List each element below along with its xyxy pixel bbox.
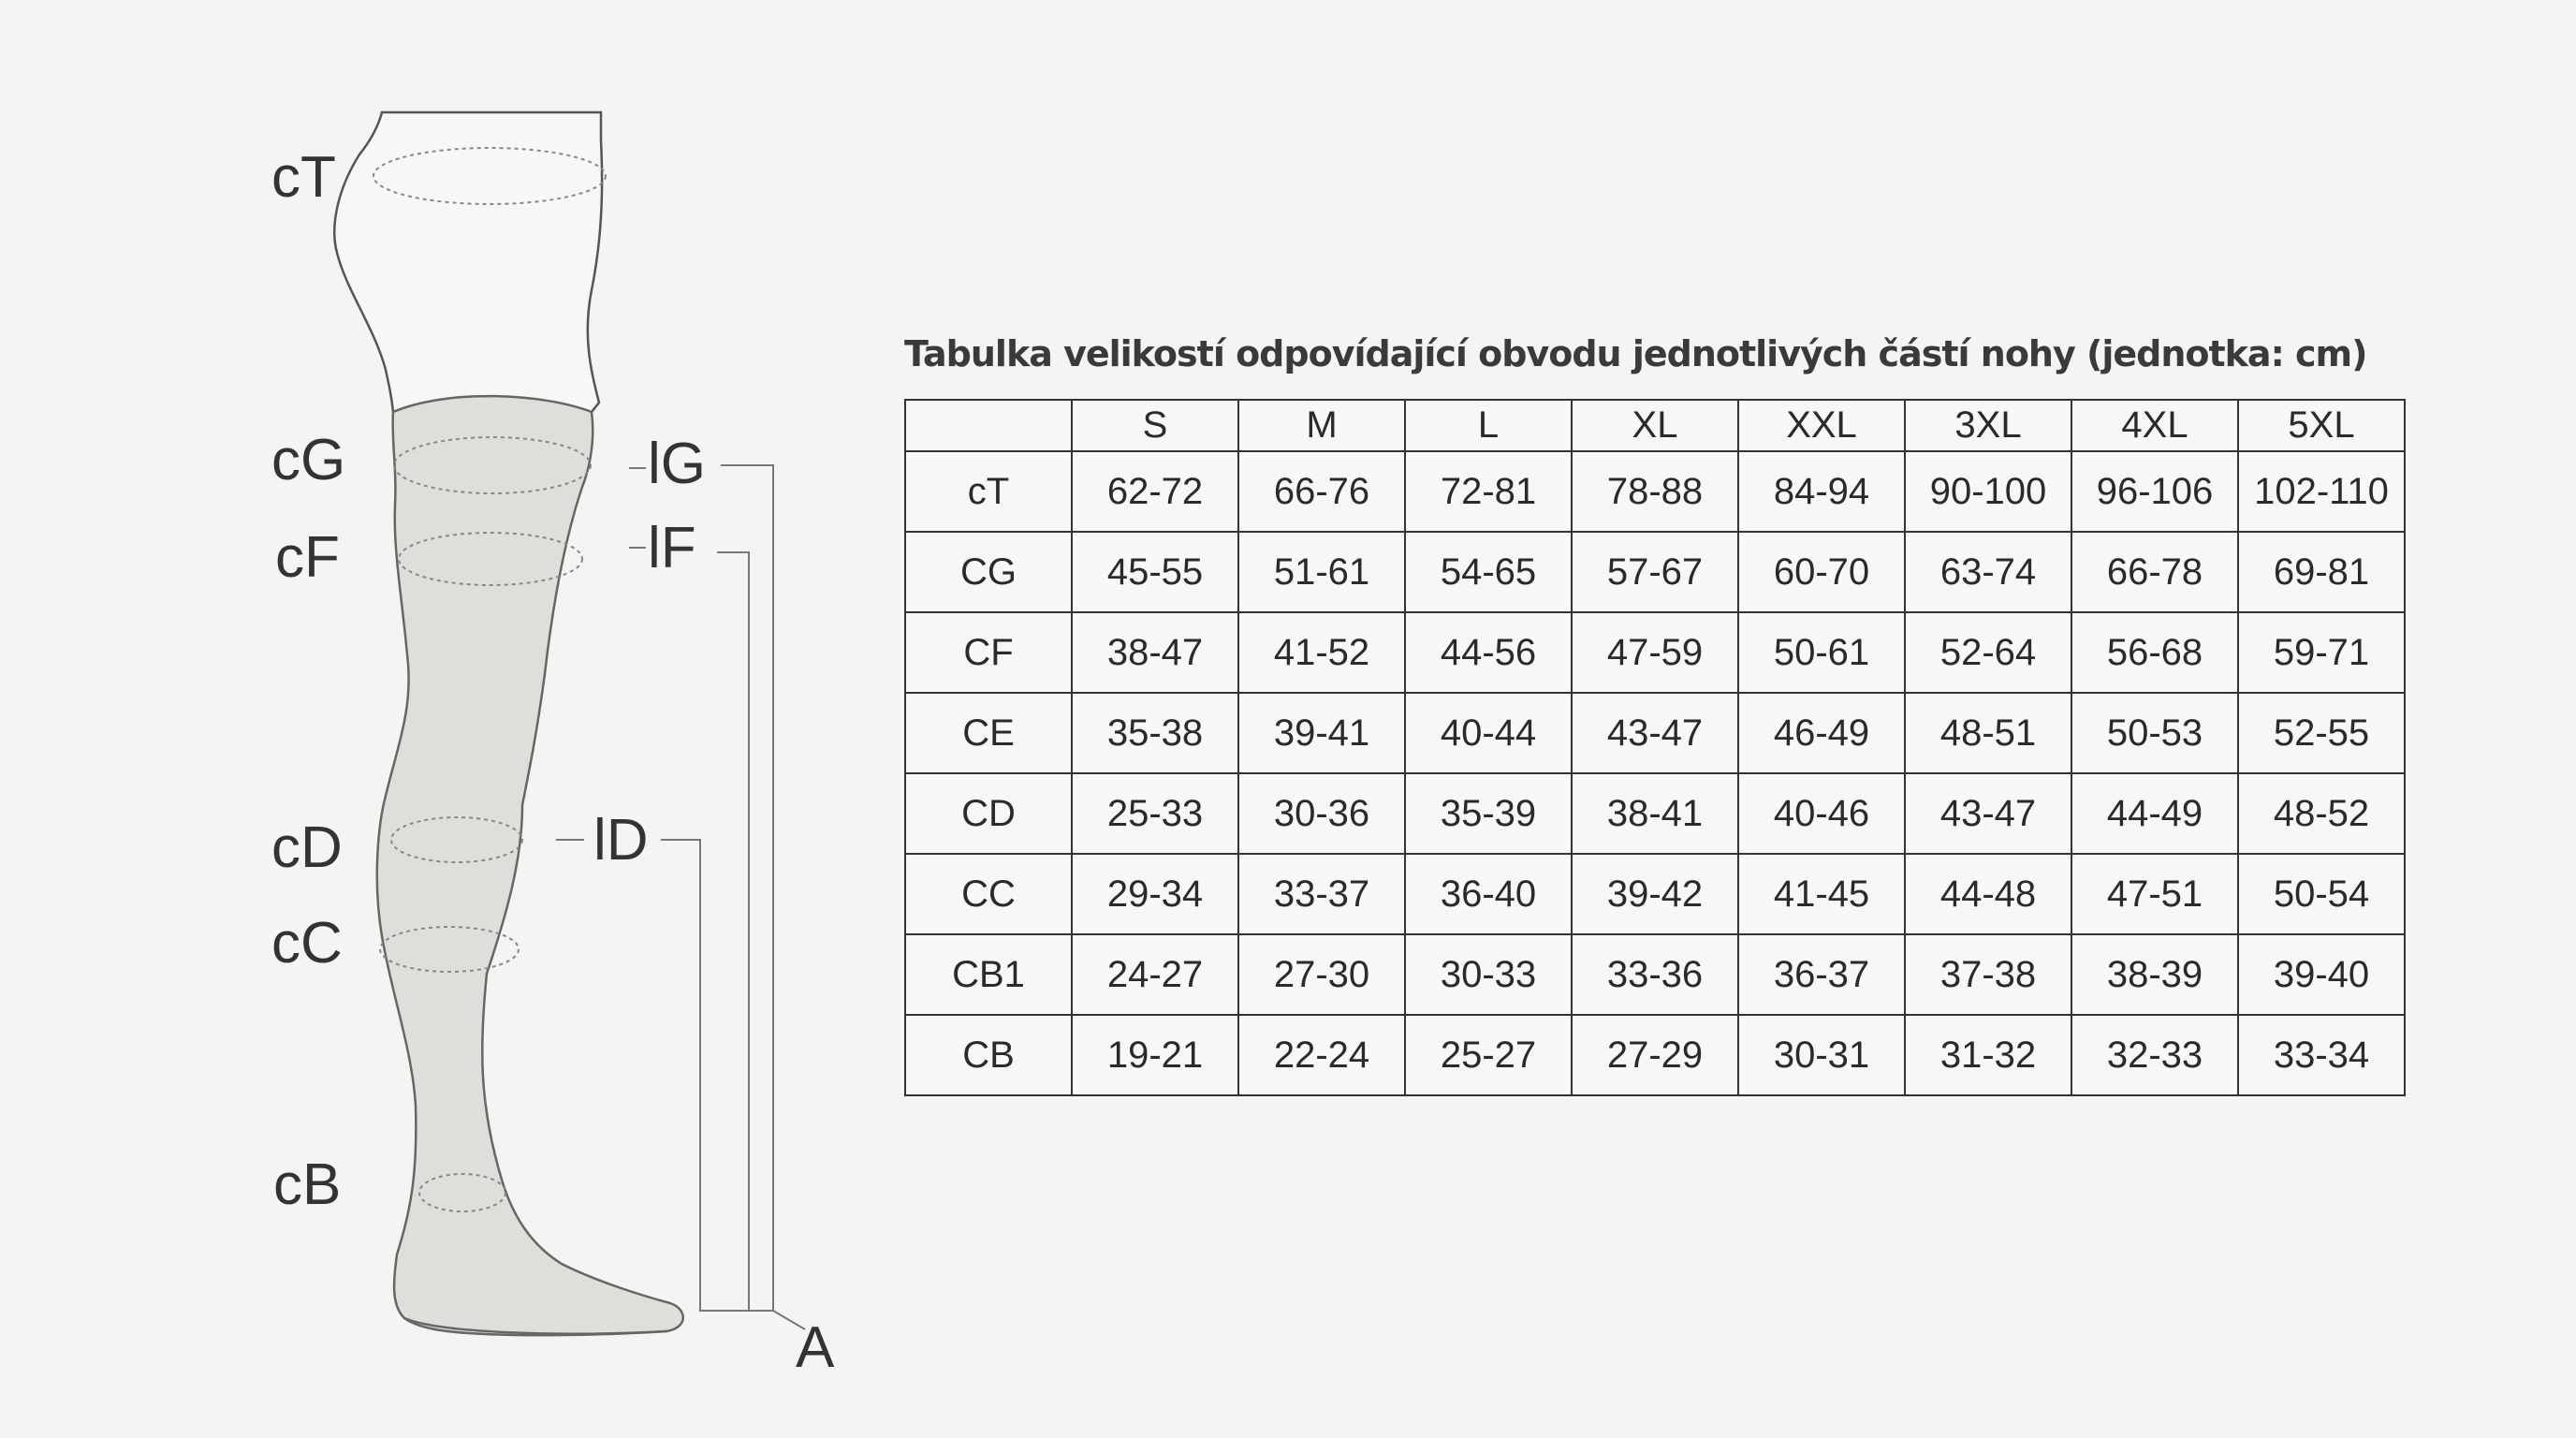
table-row xyxy=(905,854,2405,934)
label-cf: cF xyxy=(275,525,340,590)
size-range-cell: 41-45 xyxy=(1738,854,1905,934)
size-range-cell: 39-42 xyxy=(1572,854,1738,934)
label-lg: lG xyxy=(648,432,706,496)
header-size-cell: XL xyxy=(1572,400,1738,451)
size-range-cell: 90-100 xyxy=(1905,451,2071,532)
size-range-cell: 33-36 xyxy=(1572,934,1738,1015)
size-range-cell: 47-59 xyxy=(1572,612,1738,693)
label-ct: cT xyxy=(271,145,336,210)
label-a: A xyxy=(796,1315,835,1380)
size-range-cell: 38-41 xyxy=(1572,773,1738,854)
label-cg: cG xyxy=(271,428,346,492)
leg-diagram xyxy=(0,0,936,1438)
table-title: Tabulka velikostí odpovídající obvodu jednotlivých částí nohy (jednotka: cm) xyxy=(904,333,2367,374)
size-range-cell: 29-34 xyxy=(1072,854,1238,934)
size-range-cell: 44-48 xyxy=(1905,854,2071,934)
label-lf: lF xyxy=(648,516,696,580)
size-range-cell: 44-49 xyxy=(2071,773,2238,854)
size-range-cell: 48-52 xyxy=(2238,773,2405,854)
table-row xyxy=(905,1015,2405,1095)
size-range-cell: 46-49 xyxy=(1738,693,1905,773)
size-range-cell: 62-72 xyxy=(1072,451,1238,532)
size-range-cell: 40-46 xyxy=(1738,773,1905,854)
size-range-cell: 66-78 xyxy=(2071,532,2238,612)
header-size-cell: 5XL xyxy=(2238,400,2405,451)
label-cd: cD xyxy=(271,815,343,880)
row-label-cell: cT xyxy=(905,451,1072,532)
row-label-cell: CE xyxy=(905,693,1072,773)
size-range-cell: 19-21 xyxy=(1072,1015,1238,1095)
size-range-cell: 54-65 xyxy=(1405,532,1572,612)
size-range-cell: 45-55 xyxy=(1072,532,1238,612)
size-table xyxy=(904,399,2406,1096)
row-label-cell: CD xyxy=(905,773,1072,854)
header-size-cell: 3XL xyxy=(1905,400,2071,451)
header-size-cell: S xyxy=(1072,400,1238,451)
size-range-cell: 22-24 xyxy=(1238,1015,1405,1095)
size-range-cell: 102-110 xyxy=(2238,451,2405,532)
size-range-cell: 48-51 xyxy=(1905,693,2071,773)
size-range-cell: 44-56 xyxy=(1405,612,1572,693)
size-range-cell: 50-61 xyxy=(1738,612,1905,693)
size-range-cell: 50-53 xyxy=(2071,693,2238,773)
size-range-cell: 36-40 xyxy=(1405,854,1572,934)
size-range-cell: 43-47 xyxy=(1905,773,2071,854)
header-size-cell: L xyxy=(1405,400,1572,451)
table-row xyxy=(905,773,2405,854)
size-range-cell: 36-37 xyxy=(1738,934,1905,1015)
size-range-cell: 51-61 xyxy=(1238,532,1405,612)
row-label-cell: CB xyxy=(905,1015,1072,1095)
label-cb: cB xyxy=(273,1152,342,1217)
size-range-cell: 35-38 xyxy=(1072,693,1238,773)
size-range-cell: 66-76 xyxy=(1238,451,1405,532)
size-range-cell: 30-36 xyxy=(1238,773,1405,854)
size-range-cell: 50-54 xyxy=(2238,854,2405,934)
hip-outline xyxy=(334,112,602,412)
size-range-cell: 35-39 xyxy=(1405,773,1572,854)
row-label-cell: CG xyxy=(905,532,1072,612)
table-row xyxy=(905,612,2405,693)
size-range-cell: 43-47 xyxy=(1572,693,1738,773)
header-size-cell: XXL xyxy=(1738,400,1905,451)
size-range-cell: 27-29 xyxy=(1572,1015,1738,1095)
size-range-cell: 41-52 xyxy=(1238,612,1405,693)
size-range-cell: 25-33 xyxy=(1072,773,1238,854)
size-range-cell: 33-37 xyxy=(1238,854,1405,934)
size-range-cell: 52-55 xyxy=(2238,693,2405,773)
size-range-cell: 37-38 xyxy=(1905,934,2071,1015)
label-ld: lD xyxy=(593,808,649,873)
size-range-cell: 40-44 xyxy=(1405,693,1572,773)
size-range-cell: 30-31 xyxy=(1738,1015,1905,1095)
size-range-cell: 56-68 xyxy=(2071,612,2238,693)
table-header-row xyxy=(905,400,2405,451)
table-row xyxy=(905,693,2405,773)
size-range-cell: 38-39 xyxy=(2071,934,2238,1015)
size-range-cell: 33-34 xyxy=(2238,1015,2405,1095)
size-range-cell: 59-71 xyxy=(2238,612,2405,693)
size-range-cell: 47-51 xyxy=(2071,854,2238,934)
row-label-cell: CF xyxy=(905,612,1072,693)
size-range-cell: 39-40 xyxy=(2238,934,2405,1015)
size-range-cell: 69-81 xyxy=(2238,532,2405,612)
size-range-cell: 30-33 xyxy=(1405,934,1572,1015)
size-range-cell: 32-33 xyxy=(2071,1015,2238,1095)
size-range-cell: 38-47 xyxy=(1072,612,1238,693)
row-label-cell: CB1 xyxy=(905,934,1072,1015)
size-range-cell: 84-94 xyxy=(1738,451,1905,532)
size-range-cell: 31-32 xyxy=(1905,1015,2071,1095)
table-row xyxy=(905,934,2405,1015)
size-range-cell: 27-30 xyxy=(1238,934,1405,1015)
table-row xyxy=(905,532,2405,612)
size-range-cell: 96-106 xyxy=(2071,451,2238,532)
label-cc: cC xyxy=(271,911,343,976)
header-corner-cell xyxy=(905,400,1072,451)
size-range-cell: 60-70 xyxy=(1738,532,1905,612)
size-range-cell: 52-64 xyxy=(1905,612,2071,693)
table-row xyxy=(905,451,2405,532)
ld-measure-line xyxy=(556,840,721,1311)
size-range-cell: 63-74 xyxy=(1905,532,2071,612)
header-size-cell: M xyxy=(1238,400,1405,451)
header-size-cell: 4XL xyxy=(2071,400,2238,451)
size-range-cell: 78-88 xyxy=(1572,451,1738,532)
row-label-cell: CC xyxy=(905,854,1072,934)
size-range-cell: 72-81 xyxy=(1405,451,1572,532)
lf-measure-line xyxy=(629,548,749,1311)
size-range-cell: 25-27 xyxy=(1405,1015,1572,1095)
size-range-cell: 39-41 xyxy=(1238,693,1405,773)
size-range-cell: 24-27 xyxy=(1072,934,1238,1015)
size-range-cell: 57-67 xyxy=(1572,532,1738,612)
table-body xyxy=(905,451,2405,1095)
